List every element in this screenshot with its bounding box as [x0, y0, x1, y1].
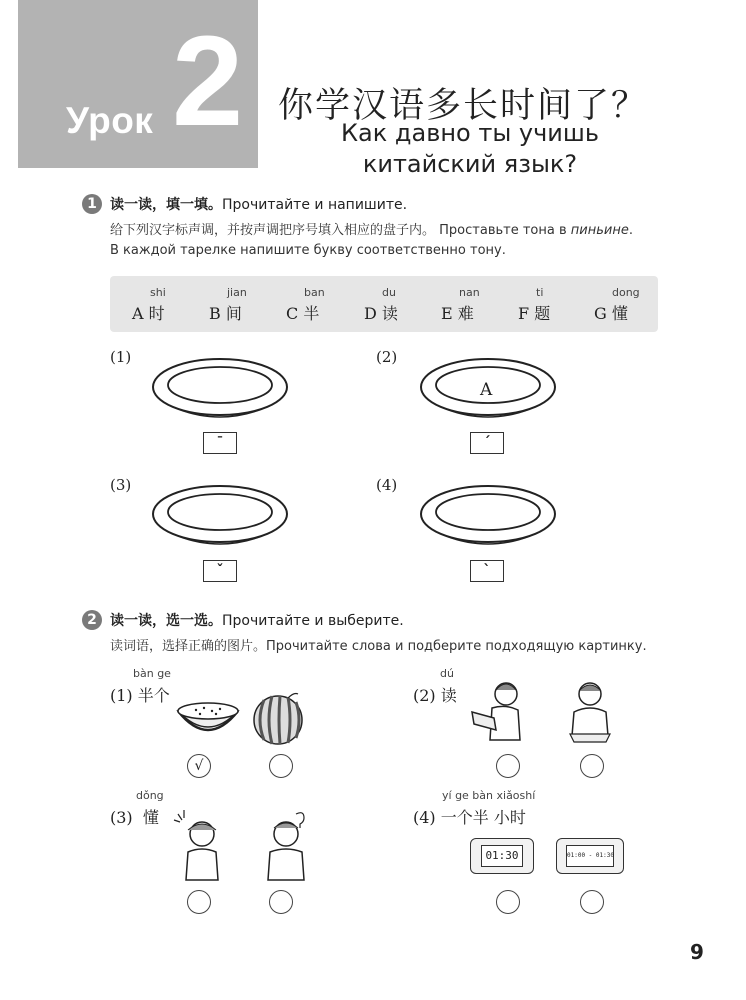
section-1-title: [110, 194, 407, 214]
plate-3-label: (3): [110, 476, 132, 494]
tone-box-2: ˊ: [470, 432, 504, 454]
tone-box-4: ˋ: [470, 560, 504, 582]
tone-box-3: ˇ: [203, 560, 237, 582]
plate-1-icon[interactable]: [150, 355, 290, 425]
lesson-title-russian: [290, 118, 650, 180]
plate-2-label: (2): [376, 348, 398, 366]
section-2-title: [110, 610, 404, 630]
boy-reading-icon: [466, 678, 532, 748]
boy-confused-icon: [256, 810, 316, 886]
choice-1b-circle[interactable]: [269, 754, 293, 778]
tone-box-1: ˉ: [203, 432, 237, 454]
plate-1-label: (1): [110, 348, 132, 366]
instruction-ru-a: Проставьте тона в: [439, 223, 571, 238]
section-1-title-ru: Прочитайте и напишите.: [222, 197, 408, 213]
instruction-2-ru: Прочитайте слова и подберите подходящую картинку.: [266, 639, 647, 654]
digital-clock-1: [470, 838, 534, 874]
instruction-ru-line2: В каждой тарелке напишите букву соответственно тону.: [110, 243, 506, 258]
girl-understands-icon: [172, 810, 232, 886]
item-4-pinyin: yí ge bàn xiǎoshí: [442, 789, 536, 802]
lesson-label: Урок: [66, 100, 154, 141]
item-3-pinyin: dǒng: [136, 789, 164, 802]
plate-4-icon[interactable]: [418, 482, 558, 552]
section-2-instruction: [110, 637, 710, 657]
char-item-c: ban C 半: [286, 286, 325, 323]
choice-2b-circle[interactable]: [580, 754, 604, 778]
lesson-number: 2: [172, 10, 244, 153]
instruction-ru-b: .: [628, 223, 633, 238]
item-1-pinyin: bàn ge: [133, 667, 171, 680]
char-item-d: du D 读: [364, 286, 398, 323]
lesson-title-chinese: 你学汉语多长时间了？: [278, 86, 649, 126]
half-watermelon-icon: [174, 697, 242, 743]
choice-3b-circle[interactable]: [269, 890, 293, 914]
char-item-b: jian B 间: [209, 286, 247, 323]
instruction-ru-italic: пиньине: [570, 223, 629, 238]
choice-1a-circle[interactable]: √: [187, 754, 211, 778]
section-1-title-cn: 读一读，填一填。: [110, 197, 222, 213]
instruction-2-cn: 读词语，选择正确的图片。: [110, 639, 267, 654]
plate-2-answer[interactable]: A: [480, 380, 493, 400]
item-4-word: (4) 一个半 小时: [413, 808, 526, 827]
page-number: 9: [690, 940, 704, 964]
item-2-word: (2) 读: [413, 686, 457, 705]
char-item-a: shi A 时: [132, 286, 166, 323]
title-ru-line1: Как давно ты учишь: [341, 119, 599, 147]
section-1-instruction: [110, 221, 700, 261]
section-2-badge: 2: [82, 610, 102, 630]
item-1-word: (1) 半个: [110, 686, 170, 705]
char-item-g: dong G 懂: [594, 286, 640, 323]
plate-4-label: (4): [376, 476, 398, 494]
item-3-word: (3) 懂: [110, 808, 159, 827]
whole-watermelon-icon: [250, 690, 308, 746]
section-2-title-cn: 读一读，选一选。: [110, 613, 222, 629]
char-item-e: nan E 难: [441, 286, 480, 323]
section-2-title-ru: Прочитайте и выберите.: [222, 613, 404, 629]
digital-clock-2: [556, 838, 624, 874]
clock-2-display: 01:00 - 01:30: [566, 845, 614, 867]
section-1-badge: 1: [82, 194, 102, 214]
title-ru-line2: китайский язык?: [362, 150, 578, 178]
choice-2a-circle[interactable]: [496, 754, 520, 778]
choice-4a-circle[interactable]: [496, 890, 520, 914]
clock-1-display: 01:30: [481, 845, 523, 867]
char-item-f: ti F 题: [518, 286, 551, 323]
boy-writing-icon: [560, 678, 620, 748]
item-2-pinyin: dú: [440, 667, 454, 680]
plate-3-icon[interactable]: [150, 482, 290, 552]
instruction-cn: 给下列汉字标声调，并按声调把序号填入相应的盘子内。: [110, 223, 436, 238]
choice-4b-circle[interactable]: [580, 890, 604, 914]
choice-3a-circle[interactable]: [187, 890, 211, 914]
